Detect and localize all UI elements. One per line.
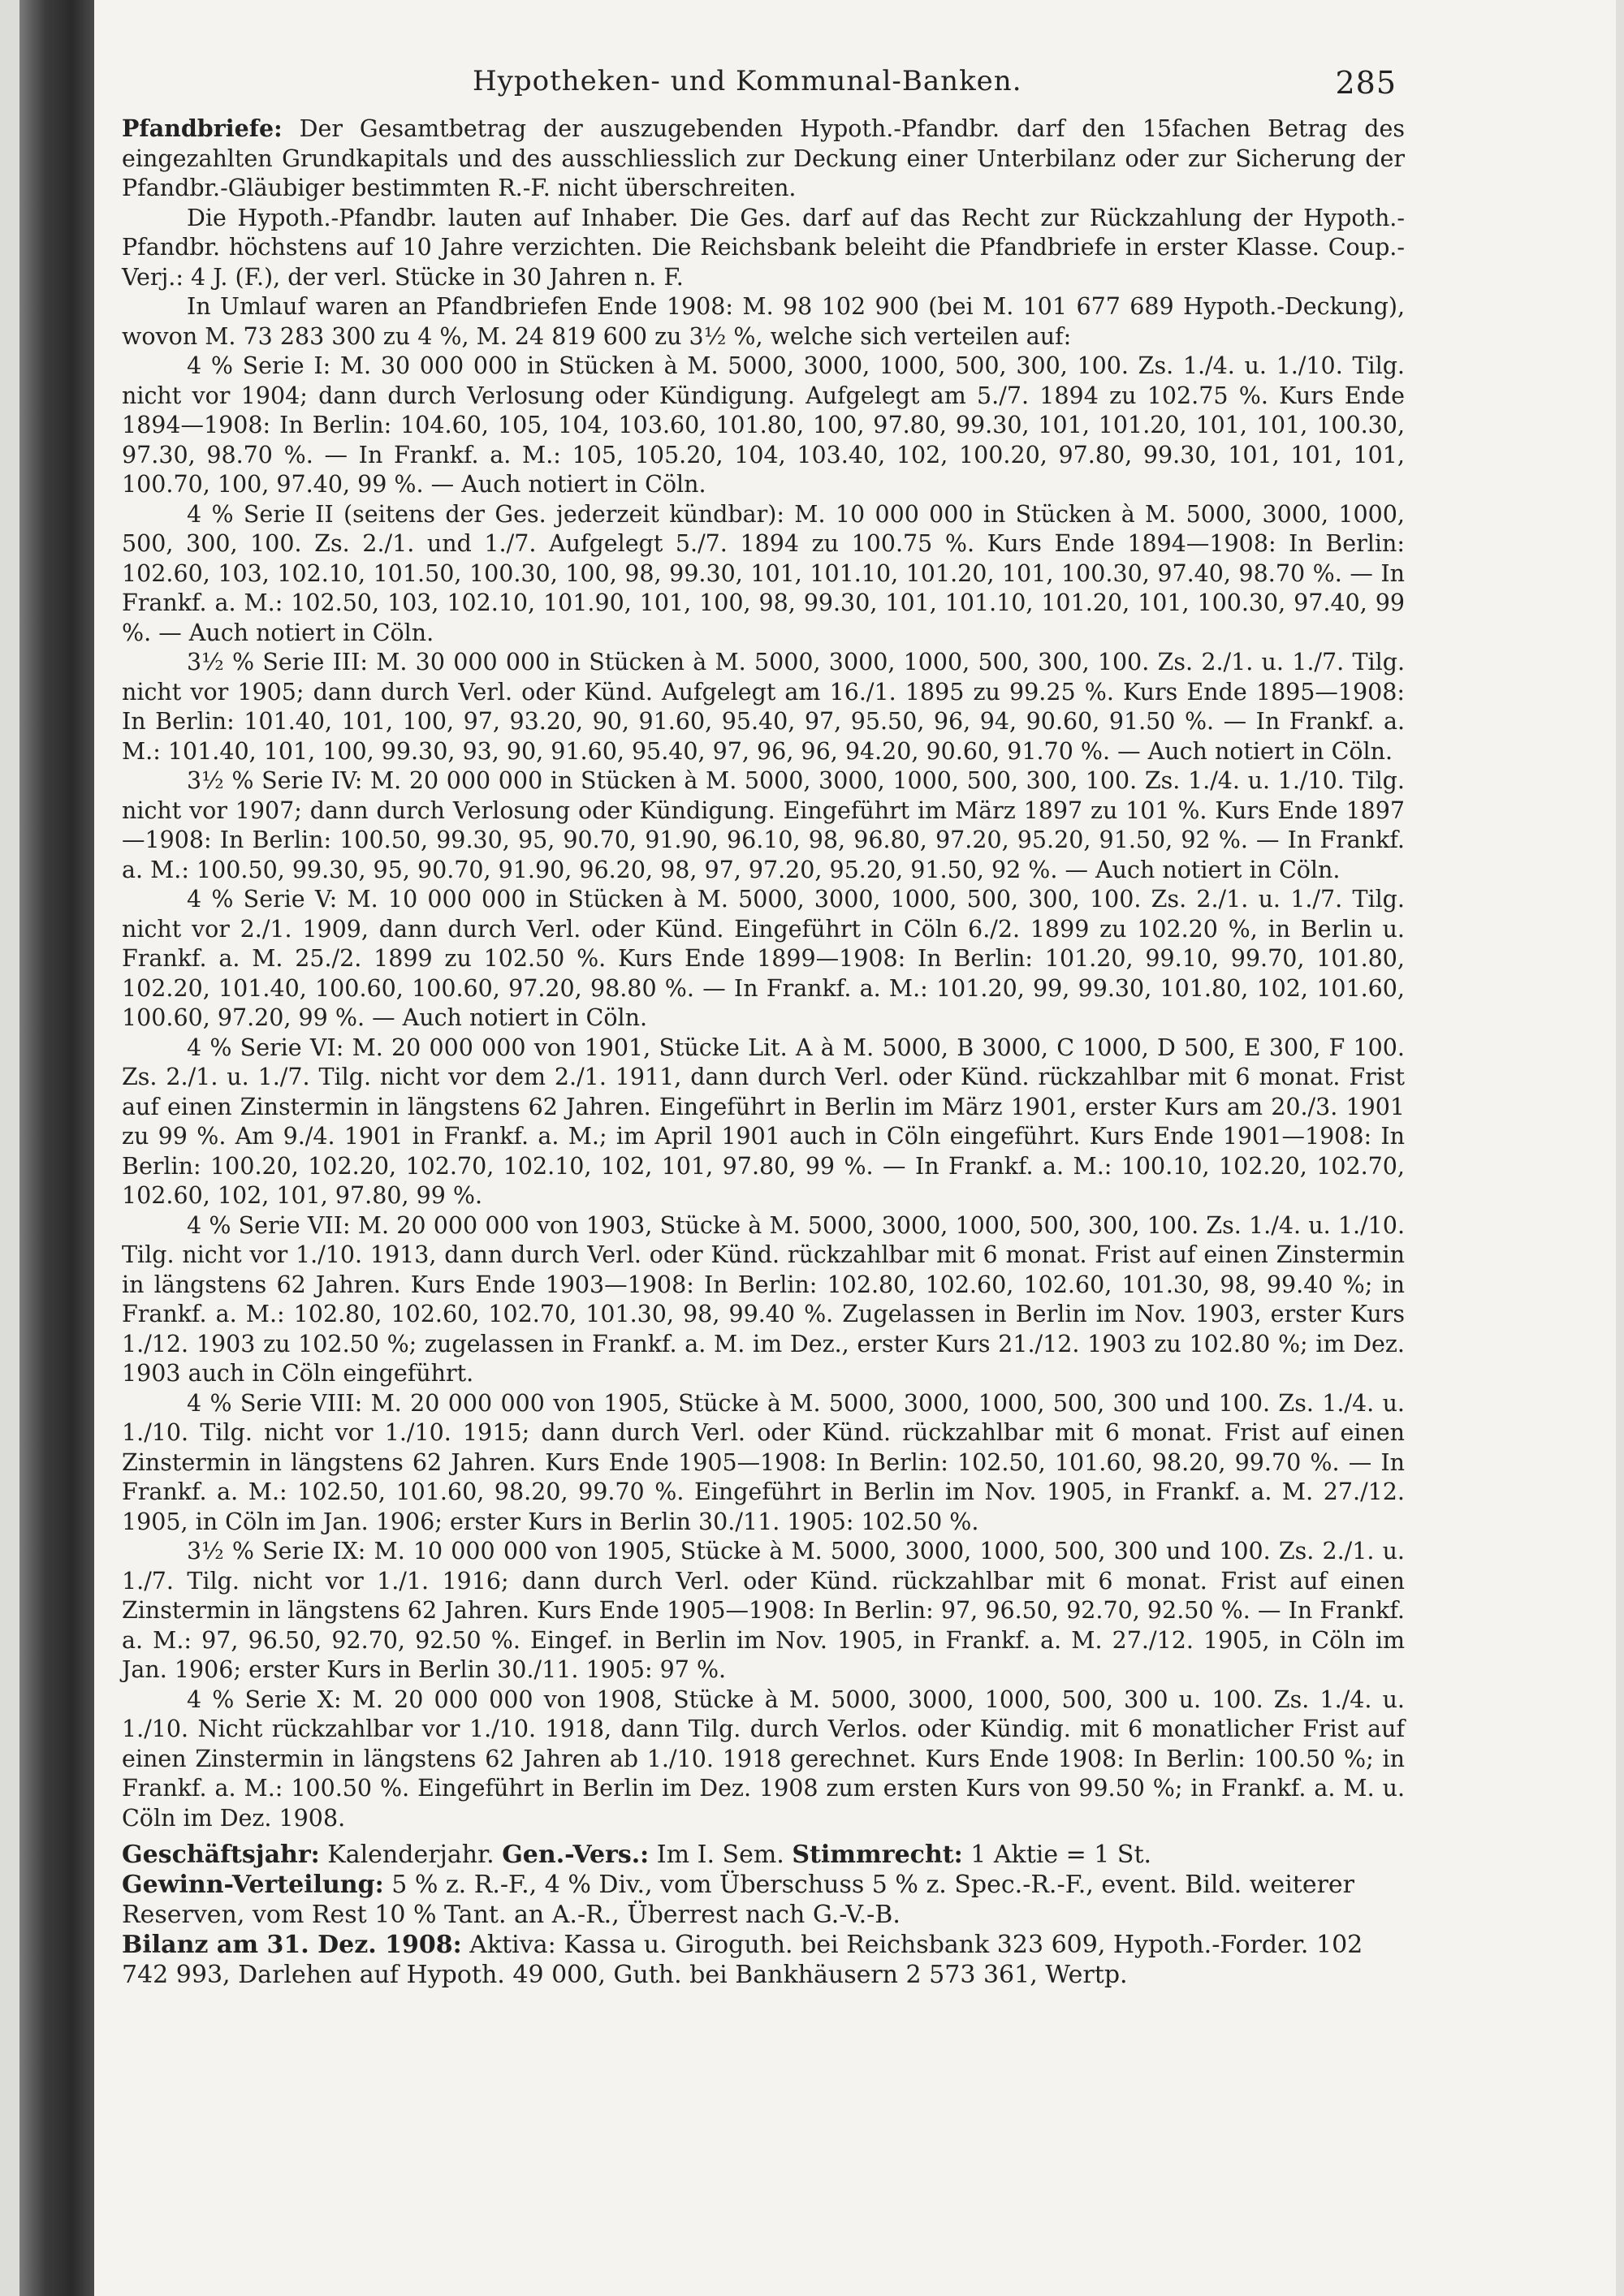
meta-label: Stimmrecht: [792,1841,963,1869]
section-text: Der Gesamtbetrag der auszugebenden Hypoth.-Pfandbr. darf den 15fachen Betrag des eingezahlten Grundkapitals und des ausschliesslich zur Deckung einer Unterbilanz oder zur Sicherung der Pfandbr.-Gläubiger bestimmten R.-F. nicht überschreiten. [122,115,1405,201]
meta-line [122,1870,1405,1930]
section-paragraph [122,1211,1405,1389]
section-text: 4 % Serie V: M. 10 000 000 in Stücken à M. 5000, 3000, 1000, 500, 300, 100. Zs. 2./1. u. 1./7. Tilg. nicht vor 2./1. 1909, dann durch Verl. oder Künd. Eingeführt in Cöln 6./2. 1899 zu 102.20 %, in Berlin u. Frankf. a. M. 25./2. 1899 zu 102.50 %. Kurs Ende 1899—1908: In Berlin: 101.20, 99.10, 99.70, 101.80, 102.20, 101.40, 100.60, 100.60, 97.20, 98.80 %. — In Frankf. a. M.: 101.20, 99, 99.30, 101.80, 102, 101.60, 100.60, 97.20, 99 %. — Auch notiert in Cöln. [122,886,1405,1031]
company-meta-block [122,1840,1405,1990]
section-paragraph [122,766,1405,885]
scan-margin [0,0,19,2296]
section-paragraph [122,500,1405,649]
section-text: 4 % Serie VIII: M. 20 000 000 von 1905, Stücke à M. 5000, 3000, 1000, 500, 300 und 100. Zs. 1./4. u. 1./10. Tilg. nicht vor 1./10. 1915; dann durch Verl. oder Künd. rückzahlbar mit 6 monat. Frist auf einen Zinstermin in längstens 62 Jahren. Kurs Ende 1905—1908: In Berlin: 102.50, 101.60, 98.20, 99.70 %. — In Frankf. a. M.: 102.50, 101.60, 98.20, 99.70 %. Eingeführt in Berlin im Nov. 1905, in Frankf. a. M. 27./12. 1905, in Cöln im Jan. 1906; erster Kurs in Berlin 30./11. 1905: 102.50 %. [122,1389,1405,1535]
section-paragraph [122,648,1405,766]
section-paragraph [122,1389,1405,1538]
meta-label: Geschäftsjahr: [122,1841,320,1869]
section-paragraph [122,1685,1405,1834]
meta-label: Gewinn-Verteilung: [122,1871,384,1899]
section-text: 4 % Serie VI: M. 20 000 000 von 1901, Stücke Lit. A à M. 5000, B 3000, C 1000, D 500, E 300, F 100. Zs. 2./1. u. 1./7. Tilg. nicht vor dem 2./1. 1911, dann durch Verl. oder Künd. rückzahlbar mit 6 monat. Frist auf einen Zinstermin in längstens 62 Jahren. Eingeführt in Berlin im März 1901, erster Kurs am 20./3. 1901 zu 99 %. Am 9./4. 1901 in Frankf. a. M.; im April 1901 auch in Cöln eingeführt. Kurs Ende 1901—1908: In Berlin: 100.20, 102.20, 102.70, 102.10, 102, 101, 97.80, 99 %. — In Frankf. a. M.: 100.10, 102.20, 102.70, 102.60, 102, 101, 97.80, 99 %. [122,1034,1405,1209]
section-text: 4 % Serie VII: M. 20 000 000 von 1903, Stücke à M. 5000, 3000, 1000, 500, 300, 100. Zs. 1./4. u. 1./10. Tilg. nicht vor 1./10. 1913, dann durch Verl. oder Künd. rückzahlbar mit 6 monat. Frist auf einen Zinstermin in längstens 62 Jahren. Kurs Ende 1903—1908: In Berlin: 102.80, 102.60, 102.60, 101.30, 98, 99.40 %; in Frankf. a. M.: 102.80, 102.60, 102.70, 101.30, 98, 99.40 %. Zugelassen in Berlin im Nov. 1903, erster Kurs 1./12. 1903 zu 102.50 %; zugelassen in Frankf. a. M. im Dez., erster Kurs 21./12. 1903 zu 102.80 %; im Dez. 1903 auch in Cöln eingeführt. [122,1211,1405,1387]
section-text: 3½ % Serie IX: M. 10 000 000 von 1905, Stücke à M. 5000, 3000, 1000, 500, 300 und 100. Zs. 2./1. u. 1./7. Tilg. nicht vor 1./1. 1916; dann durch Verl. oder Künd. rückzahlbar mit 6 monat. Frist auf einen Zinstermin in längstens 62 Jahren. Kurs Ende 1905—1908: In Berlin: 97, 96.50, 92.70, 92.50 %. — In Frankf. a. M.: 97, 96.50, 92.70, 92.50 %. Eingef. in Berlin im Nov. 1905, in Frankf. a. M. 27./12. 1905, in Cöln im Jan. 1906; erster Kurs in Berlin 30./11. 1905: 97 %. [122,1538,1405,1683]
document-page [122,49,1405,1990]
meta-label: Bilanz am 31. Dez. 1908: [122,1931,462,1959]
section-text: 3½ % Serie III: M. 30 000 000 in Stücken à M. 5000, 3000, 1000, 500, 300, 100. Zs. 2./1. u. 1./7. Tilg. nicht vor 1905; dann durch Verl. oder Künd. Aufgelegt am 16./1. 1895 zu 99.25 %. Kurs Ende 1895—1908: In Berlin: 101.40, 101, 100, 97, 93.20, 90, 91.60, 95.40, 97, 95.50, 96, 94, 90.60, 91.50 %. — In Frankf. a. M.: 101.40, 101, 100, 99.30, 93, 90, 91.60, 95.40, 97, 96, 96, 94.20, 90.60, 91.70 %. — Auch notiert in Cöln. [122,649,1405,765]
section-paragraph [122,292,1405,352]
book-binding-edge [19,0,94,2296]
section-paragraph [122,885,1405,1034]
section-text: In Umlauf waren an Pfandbriefen Ende 1908: M. 98 102 900 (bei M. 101 677 689 Hypoth.-Deckung), wovon M. 73 283 300 zu 4 %, M. 24 819 600 zu 3½ %, welche sich verteilen auf: [122,293,1405,350]
meta-value: Im I. Sem. [649,1841,793,1869]
running-header [122,49,1405,114]
section-paragraph [122,352,1405,500]
section-text: 4 % Serie I: M. 30 000 000 in Stücken à M. 5000, 3000, 1000, 500, 300, 100. Zs. 1./4. u. 1./10. Tilg. nicht vor 1904; dann durch Verlosung oder Kündigung. Aufgelegt am 5./7. 1894 zu 102.75 %. Kurs Ende 1894—1908: In Berlin: 104.60, 105, 104, 103.60, 101.80, 100, 97.80, 99.30, 101, 101.20, 101, 101, 100.30, 97.30, 98.70 %. — In Frankf. a. M.: 105, 105.20, 104, 103.40, 102, 100.20, 97.80, 99.30, 101, 101, 101, 100.70, 100, 97.40, 99 %. — Auch notiert in Cöln. [122,352,1405,498]
running-title: Hypotheken- und Kommunal-Banken. [473,65,1022,97]
scan-right-edge [1616,0,1624,2296]
meta-line [122,1930,1405,1990]
section-paragraph [122,114,1405,204]
meta-value: 1 Aktie = 1 St. [962,1841,1152,1869]
section-text: 3½ % Serie IV: M. 20 000 000 in Stücken à M. 5000, 3000, 1000, 500, 300, 100. Zs. 1./4. u. 1./10. Tilg. nicht vor 1907; dann durch Verlosung oder Kündigung. Eingeführt im März 1897 zu 101 %. Kurs Ende 1897—1908: In Berlin: 100.50, 99.30, 95, 90.70, 91.90, 96.10, 98, 96.80, 97.20, 95.20, 91.50, 92 %. — In Frankf. a. M.: 100.50, 99.30, 95, 90.70, 91.90, 96.20, 98, 97, 97.20, 95.20, 91.50, 92 %. — Auch notiert in Cöln. [122,767,1405,883]
meta-value: 5 % z. R.-F., 4 % Div., vom Überschuss 5 % z. Spec.-R.-F., event. Bild. weiterer Reserven, vom Rest 10 % Tant. an A.-R., Überrest nach G.-V.-B. [122,1871,1355,1929]
section-heading: Pfandbriefe: [122,114,283,142]
section-text: Die Hypoth.-Pfandbr. lauten auf Inhaber. Die Ges. darf auf das Recht zur Rückzahlung der Hypoth.-Pfandbr. höchstens auf 10 Jahre verzichten. Die Reichsbank beleiht die Pfandbriefe in erster Klasse. Coup.-Verj.: 4 J. (F.), der verl. Stücke in 30 Jahren n. F. [122,204,1405,291]
meta-value: Aktiva: Kassa u. Giroguth. bei Reichsbank 323 609, Hypoth.-Forder. 102 742 993, Darlehen auf Hypoth. 49 000, Guth. bei Bankhäusern 2 573 361, Wertp. [122,1931,1363,1989]
section-paragraph [122,1537,1405,1685]
document-body [122,114,1405,1833]
section-paragraph [122,1034,1405,1211]
meta-line [122,1840,1405,1870]
section-paragraph [122,204,1405,293]
section-text: 4 % Serie II (seitens der Ges. jederzeit kündbar): M. 10 000 000 in Stücken à M. 5000, 3000, 1000, 500, 300, 100. Zs. 2./1. und 1./7. Aufgelegt 5./7. 1894 zu 100.75 %. Kurs Ende 1894—1908: In Berlin: 102.60, 103, 102.10, 101.50, 100.30, 100, 98, 99.30, 101, 101.10, 101.20, 101, 100.30, 97.40, 98.70 %. — In Frankf. a. M.: 102.50, 103, 102.10, 101.90, 101, 100, 98, 99.30, 101, 101.10, 101.20, 101, 100.30, 97.40, 99 %. — Auch notiert in Cöln. [122,500,1405,646]
page-number: 285 [1335,65,1397,101]
meta-value: Kalenderjahr. [319,1841,503,1869]
meta-label: Gen.-Vers.: [502,1841,650,1869]
section-text: 4 % Serie X: M. 20 000 000 von 1908, Stücke à M. 5000, 3000, 1000, 500, 300 u. 100. Zs. 1./4. u. 1./10. Nicht rückzahlbar vor 1./10. 1918, dann Tilg. durch Verlos. oder Kündig. mit 6 monatlicher Frist auf einen Zinstermin in längstens 62 Jahren ab 1./10. 1918 gerechnet. Kurs Ende 1908: In Berlin: 100.50 %; in Frankf. a. M.: 100.50 %. Eingeführt in Berlin im Dez. 1908 zum ersten Kurs von 99.50 %; in Frankf. a. M. u. Cöln im Dez. 1908. [122,1685,1405,1832]
